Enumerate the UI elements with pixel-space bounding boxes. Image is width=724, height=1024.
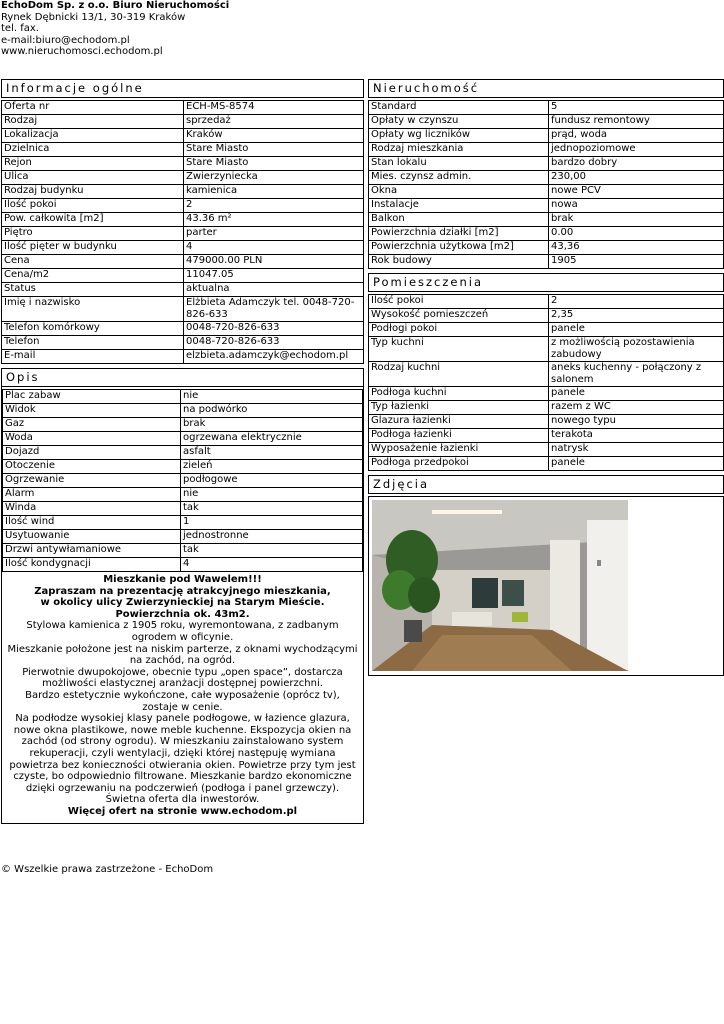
field-label: Oferta nr bbox=[2, 101, 184, 115]
table-row bbox=[369, 443, 724, 457]
field-label: Powierzchnia działki [m2] bbox=[369, 227, 549, 241]
field-value: 2,35 bbox=[549, 309, 724, 323]
description-paragraph: Świetna oferta dla inwestorów. bbox=[105, 794, 260, 806]
field-value: bardzo dobry bbox=[549, 157, 724, 171]
field-label: Rok budowy bbox=[369, 255, 549, 269]
table-row bbox=[369, 401, 724, 415]
field-label: Wysokość pomieszczeń bbox=[369, 309, 549, 323]
field-value: natrysk bbox=[549, 443, 724, 457]
field-label: Pow. całkowita [m2] bbox=[2, 213, 184, 227]
table-row bbox=[369, 295, 724, 309]
field-label: Podłogi pokoi bbox=[369, 323, 549, 337]
table-row bbox=[369, 309, 724, 323]
field-value: 4 bbox=[184, 241, 364, 255]
field-value: brak bbox=[549, 213, 724, 227]
table-row bbox=[369, 387, 724, 401]
opis-table bbox=[2, 389, 363, 572]
table-row bbox=[369, 129, 724, 143]
table-row bbox=[369, 337, 724, 362]
section-title-general: Informacje ogólne bbox=[1, 79, 364, 98]
field-value: panele bbox=[549, 387, 724, 401]
description-headline: Powierzchnia ok. 43m2. bbox=[115, 608, 250, 620]
table-row bbox=[2, 283, 364, 297]
right-column bbox=[368, 79, 724, 676]
field-value: razem z WC bbox=[549, 401, 724, 415]
general-info-table bbox=[1, 100, 364, 364]
description-paragraph: Mieszkanie położone jest na niskim parterze, z oknami wychodzącymi na zachód, na ogród. bbox=[7, 643, 358, 667]
field-value: tak bbox=[181, 544, 363, 558]
field-label: E-mail bbox=[2, 350, 184, 364]
rooms-table bbox=[368, 294, 724, 471]
table-row bbox=[2, 115, 364, 129]
field-label: Instalacje bbox=[369, 199, 549, 213]
table-row bbox=[2, 171, 364, 185]
field-label: Woda bbox=[3, 432, 181, 446]
section-title-opis: Opis bbox=[2, 369, 363, 387]
field-value: sprzedaż bbox=[184, 115, 364, 129]
table-row bbox=[2, 157, 364, 171]
left-column bbox=[1, 79, 364, 824]
table-row bbox=[3, 544, 363, 558]
section-title-property: Nieruchomość bbox=[368, 79, 724, 98]
table-row bbox=[3, 558, 363, 572]
footer-copyright: © Wszelkie prawa zastrzeżone - EchoDom bbox=[1, 864, 214, 875]
table-row bbox=[3, 446, 363, 460]
table-row bbox=[369, 415, 724, 429]
field-value: Stare Miasto bbox=[184, 143, 364, 157]
table-row bbox=[369, 429, 724, 443]
description-paragraph: Pierwotnie dwupokojowe, obecnie typu „open space”, dostarcza możliwości elastycznej aranżacji dostępnej powierzchni. bbox=[22, 666, 343, 690]
field-label: Winda bbox=[3, 502, 181, 516]
field-label: Telefon bbox=[2, 336, 184, 350]
field-value: kamienica bbox=[184, 185, 364, 199]
section-title-photos: Zdjęcia bbox=[368, 475, 724, 494]
field-label: Typ kuchni bbox=[369, 337, 549, 362]
field-label: Rejon bbox=[2, 157, 184, 171]
field-label: Alarm bbox=[3, 488, 181, 502]
table-row bbox=[2, 129, 364, 143]
field-value: prąd, woda bbox=[549, 129, 724, 143]
field-label: Glazura łazienki bbox=[369, 415, 549, 429]
table-row bbox=[369, 101, 724, 115]
table-row bbox=[369, 143, 724, 157]
field-label: Ilość pokoi bbox=[369, 295, 549, 309]
table-row bbox=[2, 199, 364, 213]
table-row bbox=[369, 115, 724, 129]
table-row bbox=[3, 488, 363, 502]
table-row bbox=[3, 502, 363, 516]
field-label: Rodzaj budynku bbox=[2, 185, 184, 199]
field-label: Dojazd bbox=[3, 446, 181, 460]
table-row bbox=[2, 269, 364, 283]
field-value: 0.00 bbox=[549, 227, 724, 241]
field-value: 4 bbox=[181, 558, 363, 572]
field-label: Lokalizacja bbox=[2, 129, 184, 143]
field-label: Mies. czynsz admin. bbox=[369, 171, 549, 185]
field-label: Podłoga kuchni bbox=[369, 387, 549, 401]
field-value: 0048-720-826-633 bbox=[184, 322, 364, 336]
table-row bbox=[3, 390, 363, 404]
table-row bbox=[2, 143, 364, 157]
offer-description bbox=[2, 572, 363, 823]
field-label: Cena/m2 bbox=[2, 269, 184, 283]
field-label: Ilość pokoi bbox=[2, 199, 184, 213]
field-value: jednostronne bbox=[181, 530, 363, 544]
table-row bbox=[2, 185, 364, 199]
description-headline: Zapraszam na prezentację atrakcyjnego mieszkania, bbox=[34, 585, 331, 597]
field-label: Dzielnica bbox=[2, 143, 184, 157]
field-label: Wyposażenie łazienki bbox=[369, 443, 549, 457]
field-value: Zwierzyniecka bbox=[184, 171, 364, 185]
field-value: parter bbox=[184, 227, 364, 241]
field-label: Stan lokalu bbox=[369, 157, 549, 171]
table-row bbox=[369, 227, 724, 241]
table-row bbox=[369, 241, 724, 255]
field-label: Opłaty w czynszu bbox=[369, 115, 549, 129]
field-value: nowe PCV bbox=[549, 185, 724, 199]
table-row bbox=[3, 460, 363, 474]
field-label: Okna bbox=[369, 185, 549, 199]
field-value: nie bbox=[181, 390, 363, 404]
table-row bbox=[369, 323, 724, 337]
field-value: 43,36 bbox=[549, 241, 724, 255]
field-value: 11047.05 bbox=[184, 269, 364, 283]
field-label: Drzwi antywłamaniowe bbox=[3, 544, 181, 558]
opis-section bbox=[1, 368, 364, 824]
table-row bbox=[369, 213, 724, 227]
field-value: ECH-MS-8574 bbox=[184, 101, 364, 115]
description-paragraph: Stylowa kamienica z 1905 roku, wyremontowana, z zadbanym ogrodem w oficynie. bbox=[26, 620, 339, 643]
table-row bbox=[369, 185, 724, 199]
field-value: 43.36 m² bbox=[184, 213, 364, 227]
company-website: www.nieruchomosci.echodom.pl bbox=[1, 46, 163, 57]
table-row bbox=[3, 418, 363, 432]
table-row bbox=[2, 255, 364, 269]
field-value: elzbieta.adamczyk@echodom.pl bbox=[184, 350, 364, 364]
table-row bbox=[369, 199, 724, 213]
field-label: Telefon komórkowy bbox=[2, 322, 184, 336]
company-address: Rynek Dębnicki 13/1, 30-319 Kraków bbox=[1, 11, 186, 23]
field-label: Status bbox=[2, 283, 184, 297]
table-row bbox=[369, 457, 724, 471]
field-label: Podłoga przedpokoi bbox=[369, 457, 549, 471]
field-value: nowego typu bbox=[549, 415, 724, 429]
field-value: terakota bbox=[549, 429, 724, 443]
table-row bbox=[3, 474, 363, 488]
field-value: ogrzewana elektrycznie bbox=[181, 432, 363, 446]
table-row bbox=[369, 362, 724, 387]
description-closing: Więcej ofert na stronie www.echodom.pl bbox=[67, 805, 298, 817]
field-value: panele bbox=[549, 323, 724, 337]
field-label: Rodzaj bbox=[2, 115, 184, 129]
table-row bbox=[2, 350, 364, 364]
field-value: aktualna bbox=[184, 283, 364, 297]
table-row bbox=[2, 213, 364, 227]
table-row bbox=[2, 297, 364, 322]
table-row bbox=[369, 157, 724, 171]
field-label: Piętro bbox=[2, 227, 184, 241]
field-value: zieleń bbox=[181, 460, 363, 474]
description-headline: w okolicy ulicy Zwierzynieckiej na Starym Mieście. bbox=[40, 597, 325, 609]
field-value: 5 bbox=[549, 101, 724, 115]
field-label: Ogrzewanie bbox=[3, 474, 181, 488]
field-value: jednopoziomowe bbox=[549, 143, 724, 157]
field-value: Stare Miasto bbox=[184, 157, 364, 171]
field-label: Rodzaj mieszkania bbox=[369, 143, 549, 157]
field-label: Standard bbox=[369, 101, 549, 115]
field-value: panele bbox=[549, 457, 724, 471]
field-value: asfalt bbox=[181, 446, 363, 460]
field-value: podłogowe bbox=[181, 474, 363, 488]
section-title-rooms: Pomieszczenia bbox=[368, 273, 724, 292]
field-label: Otoczenie bbox=[3, 460, 181, 474]
field-value: brak bbox=[181, 418, 363, 432]
company-fax: tel. fax. bbox=[1, 23, 39, 34]
field-label: Balkon bbox=[369, 213, 549, 227]
table-row bbox=[2, 322, 364, 336]
table-row bbox=[2, 227, 364, 241]
field-value: 1905 bbox=[549, 255, 724, 269]
field-label: Gaz bbox=[3, 418, 181, 432]
field-label: Rodzaj kuchni bbox=[369, 362, 549, 387]
field-value: Elżbieta Adamczyk tel. 0048-720-826-633 bbox=[184, 297, 364, 322]
field-value: 2 bbox=[549, 295, 724, 309]
field-value: aneks kuchenny - połączony z salonem bbox=[549, 362, 724, 387]
description-headline: Mieszkanie pod Wawelem!!! bbox=[103, 574, 262, 585]
field-value: 230,00 bbox=[549, 171, 724, 185]
table-row bbox=[369, 171, 724, 185]
field-label: Ilość kondygnacji bbox=[3, 558, 181, 572]
field-label: Usytuowanie bbox=[3, 530, 181, 544]
table-row bbox=[369, 255, 724, 269]
table-row bbox=[3, 530, 363, 544]
company-email: e-mail:biuro@echodom.pl bbox=[1, 34, 130, 46]
field-value: 0048-720-826-633 bbox=[184, 336, 364, 350]
field-label: Widok bbox=[3, 404, 181, 418]
field-value: z możliwością pozostawienia zabudowy bbox=[549, 337, 724, 362]
field-value: tak bbox=[181, 502, 363, 516]
description-paragraph: Bardzo estetycznie wykończone, całe wyposażenie (oprócz tv), zostaje w cenie. bbox=[25, 689, 340, 713]
field-value: na podwórko bbox=[181, 404, 363, 418]
table-row bbox=[2, 336, 364, 350]
field-label: Ulica bbox=[2, 171, 184, 185]
field-label: Imię i nazwisko bbox=[2, 297, 184, 322]
table-row bbox=[3, 432, 363, 446]
field-value: 2 bbox=[184, 199, 364, 213]
apartment-photo[interactable] bbox=[372, 500, 628, 671]
field-value: Kraków bbox=[184, 129, 364, 143]
property-table bbox=[368, 100, 724, 269]
field-value: fundusz remontowy bbox=[549, 115, 724, 129]
company-name: EchoDom Sp. z o.o. Biuro Nieruchomości bbox=[1, 0, 230, 11]
field-label: Powierzchnia użytkowa [m2] bbox=[369, 241, 549, 255]
table-row bbox=[3, 404, 363, 418]
field-value: nowa bbox=[549, 199, 724, 213]
field-value: nie bbox=[181, 488, 363, 502]
field-label: Ilość pięter w budynku bbox=[2, 241, 184, 255]
field-label: Podłoga łazienki bbox=[369, 429, 549, 443]
description-paragraph: Na podłodze wysokiej klasy panele podłogowe, w łazience glazura, nowe okna plastikowe, nowe meble kuchenne. Ekspozycja okien na zachód (od strony ogrodu). W mieszkaniu zainstalowano system rekuperacji, czyli wentylacji, dzięki której następuję wymiana powietrza bez konieczności otwierania okien. Powietrze przy tym jest czyste, bo odpowiednio filtrowane. Mieszkanie bardzo ekonomiczne dzięki ogrzewaniu na podczerwień (podłoga i panel grzewczy). bbox=[9, 713, 356, 794]
field-label: Plac zabaw bbox=[3, 390, 181, 404]
agency-header bbox=[1, 0, 229, 58]
table-row bbox=[3, 516, 363, 530]
field-value: 1 bbox=[181, 516, 363, 530]
field-label: Cena bbox=[2, 255, 184, 269]
table-row bbox=[2, 241, 364, 255]
photos-box bbox=[368, 496, 724, 676]
field-label: Typ łazienki bbox=[369, 401, 549, 415]
field-label: Opłaty wg liczników bbox=[369, 129, 549, 143]
table-row bbox=[2, 101, 364, 115]
field-label: Ilość wind bbox=[3, 516, 181, 530]
field-value: 479000.00 PLN bbox=[184, 255, 364, 269]
